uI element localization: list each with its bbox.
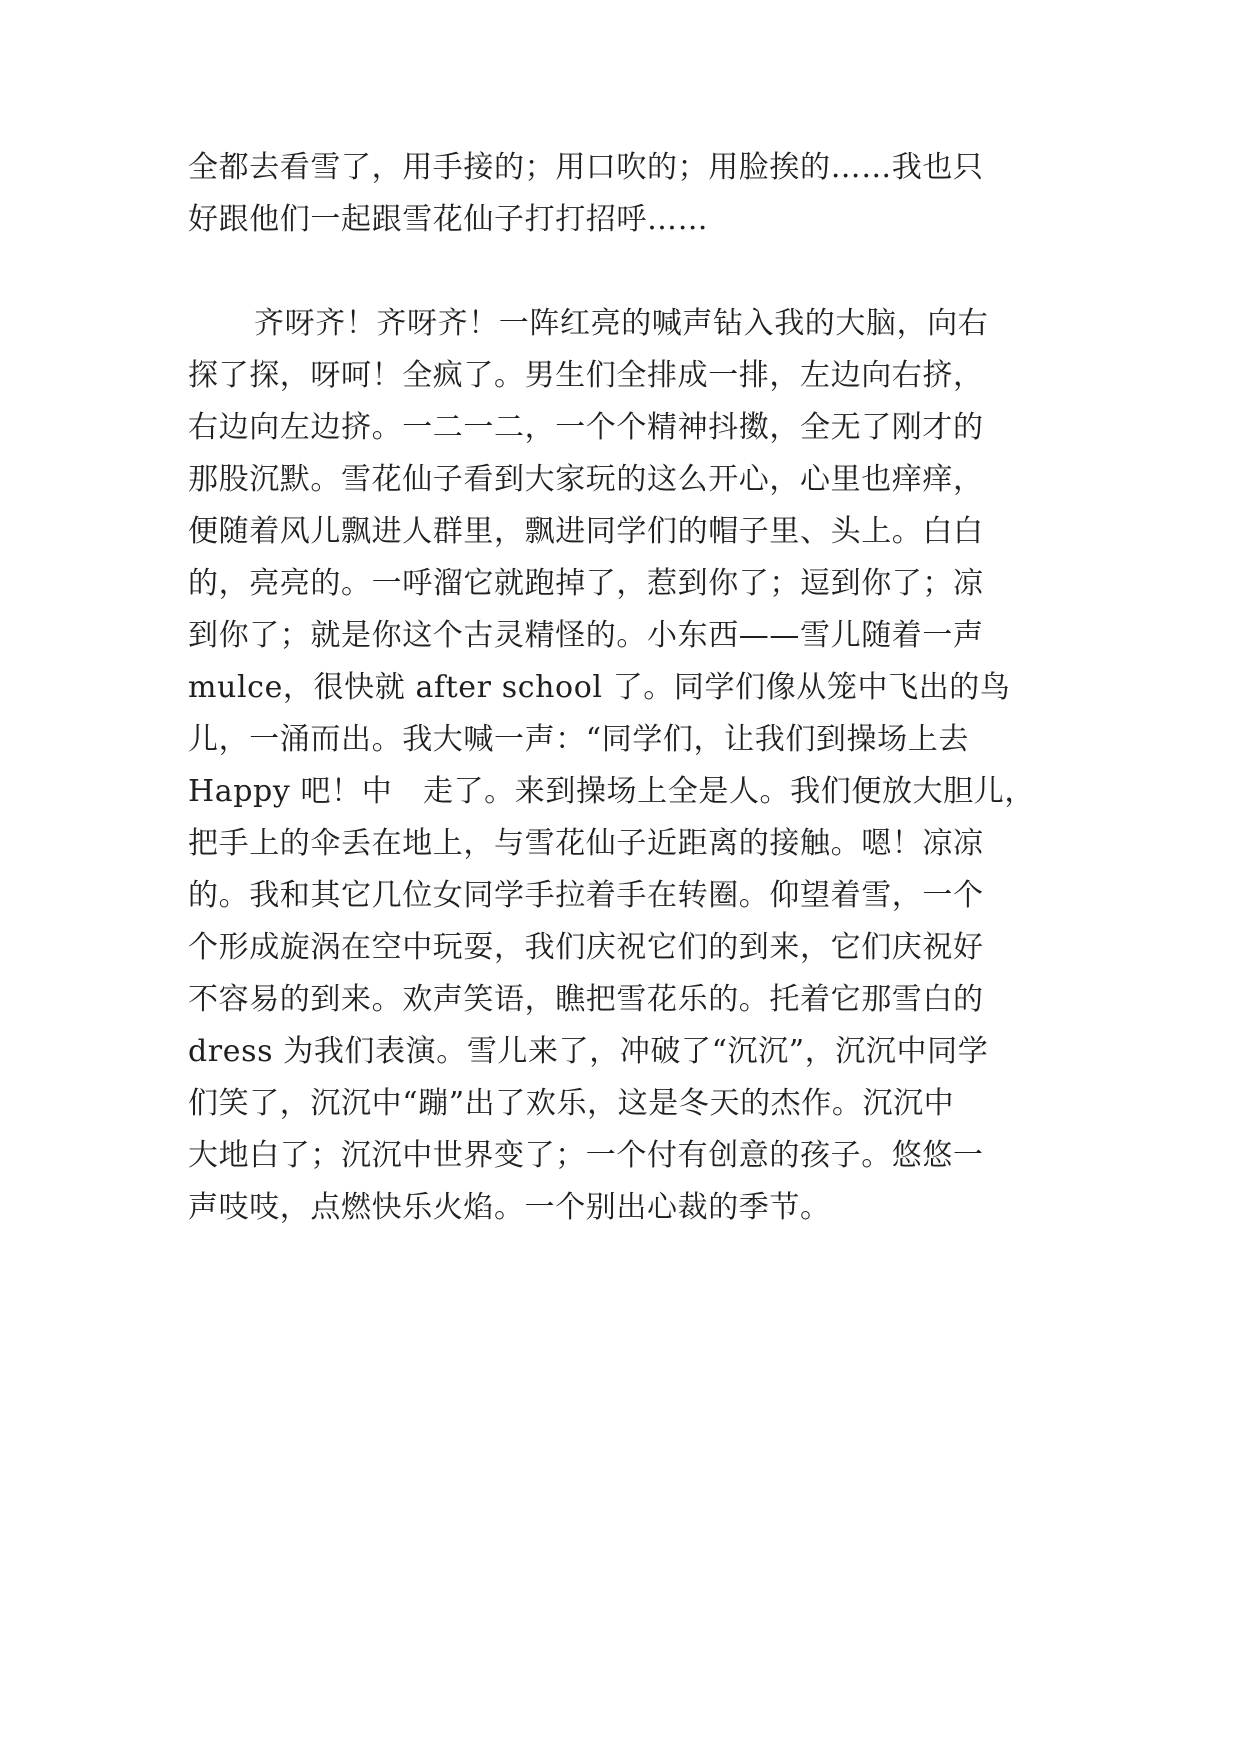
paragraph-2-line-2: 探了探，呀呵！全疯了。男生们全排成一排，左边向右挤， [188, 358, 984, 393]
paragraph-2-line-12: 的。我和其它几位女同学手拉着手在转圈。仰望着雪，一个 [188, 878, 984, 913]
paragraph-2-line-18: 声吱吱，点燃快乐火焰。一个别出心裁的季节。 [188, 1190, 831, 1225]
paragraph-2-line-5: 便随着风儿飘进人群里，飘进同学们的帽子里、头上。白白 [188, 514, 984, 549]
paragraph-2-line-3: 右边向左边挤。一二一二，一个个精神抖擞，全无了刚才的 [188, 410, 984, 445]
paragraph-2-line-14: 不容易的到来。欢声笑语，瞧把雪花乐的。托着它那雪白的 [188, 982, 984, 1017]
paragraph-2-line-8: mulce，很快就 after school 了。同学们像从笼中飞出的鸟 [188, 670, 1011, 705]
paragraph-2-line-1: 齐呀齐！齐呀齐！一阵红亮的喊声钻入我的大脑，向右 [254, 306, 989, 341]
paragraph-1-line-1: 全都去看雪了，用手接的；用口吹的；用脸挨的……我也只 [188, 150, 984, 185]
paragraph-2-line-11: 把手上的伞丢在地上，与雪花仙子近距离的接触。嗯！凉凉 [188, 826, 984, 861]
paragraph-2-line-10: Happy 吧！中 走了。来到操场上全是人。我们便放大胆儿， [188, 774, 1035, 809]
paragraph-2-line-15: dress 为我们表演。雪儿来了，冲破了“沉沉”，沉沉中同学 [188, 1034, 989, 1069]
paragraph-2-line-4: 那股沉默。雪花仙子看到大家玩的这么开心，心里也痒痒， [188, 462, 984, 497]
paragraph-1-line-2: 好跟他们一起跟雪花仙子打打招呼…… [188, 202, 709, 237]
paragraph-2-line-6: 的，亮亮的。一呼溜它就跑掉了，惹到你了；逗到你了；凉 [188, 566, 984, 601]
paragraph-2-line-7: 到你了；就是你这个古灵精怪的。小东西——雪儿随着一声 [188, 618, 984, 653]
paragraph-2-line-9: 儿，一涌而出。我大喊一声：“同学们，让我们到操场上去 [188, 722, 969, 757]
paragraph-2-line-16: 们笑了，沉沉中“蹦”出了欢乐，这是冬天的杰作。沉沉中 [188, 1086, 955, 1121]
paragraph-2-line-17: 大地白了；沉沉中世界变了；一个付有创意的孩子。悠悠一 [188, 1138, 984, 1173]
paragraph-2-line-13: 个形成旋涡在空中玩耍，我们庆祝它们的到来，它们庆祝好 [188, 930, 984, 965]
